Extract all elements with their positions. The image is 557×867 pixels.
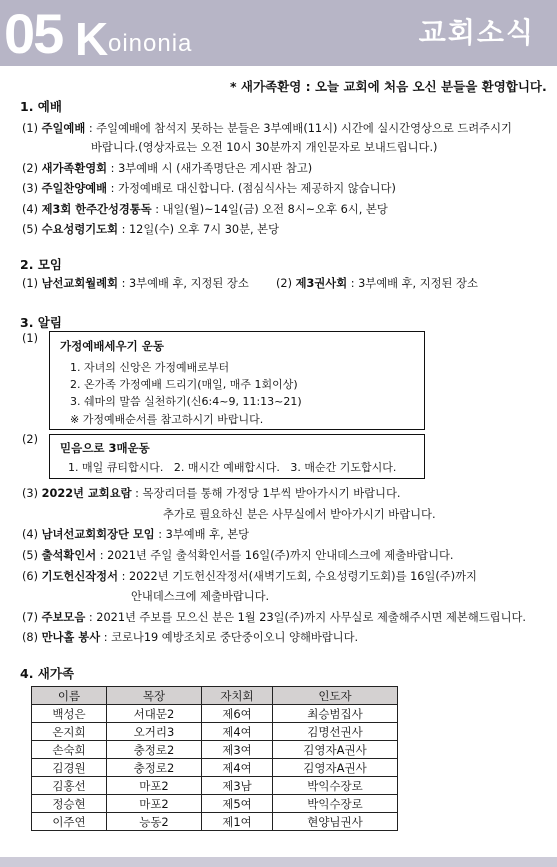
box-title: 믿음으로 3매운동 bbox=[60, 441, 150, 455]
page-number: 05 bbox=[4, 2, 63, 65]
notices-heading: 3. 알림 bbox=[20, 315, 62, 330]
box-line: 1. 자녀의 신앙은 가정예배로부터 bbox=[70, 361, 230, 374]
koinonia-logo-text: oinonia bbox=[108, 30, 193, 57]
item-label: 제3회 한주간성경통독 bbox=[41, 203, 152, 216]
item-label: 제3권사회 bbox=[295, 277, 348, 290]
item-number: (6) bbox=[22, 570, 39, 583]
notice-number: (2) bbox=[22, 433, 39, 446]
cell-association: 제3여 bbox=[202, 741, 273, 759]
section-title: 교회소식 bbox=[418, 16, 535, 49]
cell-group: 마포2 bbox=[107, 795, 202, 813]
item-number: (7) bbox=[22, 611, 39, 624]
cell-guide: 최승범집사 bbox=[273, 705, 398, 723]
notice-item-continued bbox=[163, 507, 436, 523]
item-number: (3) bbox=[22, 182, 39, 195]
box-title: 가정예배세우기 운동 bbox=[60, 339, 164, 353]
table-header-row bbox=[32, 687, 398, 705]
footer-bar bbox=[0, 857, 557, 867]
item-number: (5) bbox=[22, 549, 39, 562]
cell-name: 온지희 bbox=[32, 723, 107, 741]
cell-association: 제3남 bbox=[202, 777, 273, 795]
item-number: (1) bbox=[22, 122, 39, 135]
meeting-item bbox=[22, 276, 249, 292]
worship-item-continued bbox=[91, 140, 437, 156]
item-number: (1) bbox=[22, 277, 39, 290]
header-guide: 인도자 bbox=[273, 687, 398, 705]
table-row bbox=[32, 759, 398, 777]
welcome-notice: * 새가족환영 : 오늘 교회에 처음 오신 분들을 환영합니다. bbox=[230, 79, 547, 94]
notice-item bbox=[22, 548, 453, 564]
notice-item bbox=[22, 630, 358, 646]
cell-name: 이주연 bbox=[32, 813, 107, 831]
cell-name: 정승현 bbox=[32, 795, 107, 813]
item-number: (2) bbox=[22, 162, 39, 175]
item-label: 주일예배 bbox=[41, 122, 86, 135]
item-text: : 가정예배로 대신합니다. (점심식사는 제공하지 않습니다) bbox=[107, 182, 396, 195]
header-association: 자치회 bbox=[202, 687, 273, 705]
family-worship-box bbox=[49, 331, 425, 430]
cell-name: 백성은 bbox=[32, 705, 107, 723]
cell-guide: 박익수장로 bbox=[273, 795, 398, 813]
new-family-table bbox=[31, 686, 398, 831]
item-label: 주일찬양예배 bbox=[41, 182, 108, 195]
cell-name: 손숙희 bbox=[32, 741, 107, 759]
cell-group: 충정로2 bbox=[107, 759, 202, 777]
item-label: 만나홀 봉사 bbox=[41, 631, 101, 644]
cell-group: 서대문2 bbox=[107, 705, 202, 723]
cell-guide: 현양님권사 bbox=[273, 813, 398, 831]
item-text: 바랍니다.(영상자료는 오전 10시 30분까지 개인문자로 보내드립니다.) bbox=[91, 141, 438, 154]
cell-association: 제5여 bbox=[202, 795, 273, 813]
new-family-heading: 4. 새가족 bbox=[20, 666, 75, 681]
item-label: 주보모음 bbox=[41, 611, 86, 624]
cell-name: 김홍선 bbox=[32, 777, 107, 795]
cell-group: 충정로2 bbox=[107, 741, 202, 759]
item-label: 남녀선교회회장단 모임 bbox=[41, 528, 155, 541]
worship-item bbox=[22, 121, 512, 137]
item-text: 추가로 필요하신 분은 사무실에서 받아가시기 바랍니다. bbox=[163, 508, 436, 521]
worship-item bbox=[22, 202, 388, 218]
three-habits-box bbox=[49, 434, 425, 479]
box-line: 2. 온가족 가정예배 드리기(매일, 매주 1회이상) bbox=[70, 378, 298, 391]
item-number: (8) bbox=[22, 631, 39, 644]
item-label: 2022년 교회요람 bbox=[41, 487, 132, 500]
item-text: 안내데스크에 제출바랍니다. bbox=[131, 590, 270, 603]
meeting-item bbox=[276, 276, 478, 292]
notice-item bbox=[22, 610, 526, 626]
item-label: 기도헌신작정서 bbox=[41, 570, 118, 583]
table-row bbox=[32, 795, 398, 813]
notice-item bbox=[22, 569, 477, 585]
item-text: : 3부예배 후, 본당 bbox=[154, 528, 250, 541]
cell-association: 제1여 bbox=[202, 813, 273, 831]
cell-group: 오거리3 bbox=[107, 723, 202, 741]
cell-group: 마포2 bbox=[107, 777, 202, 795]
item-text: : 12일(수) 오후 7시 30분, 본당 bbox=[118, 223, 279, 236]
item-number: (3) bbox=[22, 487, 39, 500]
table-row bbox=[32, 777, 398, 795]
cell-association: 제4여 bbox=[202, 759, 273, 777]
item-number: (5) bbox=[22, 223, 39, 236]
item-label: 출석확인서 bbox=[41, 549, 97, 562]
cell-association: 제6여 bbox=[202, 705, 273, 723]
notice-item bbox=[22, 527, 249, 543]
worship-item bbox=[22, 161, 312, 177]
item-text: : 3부예배 시 (새가족명단은 게시판 참고) bbox=[107, 162, 313, 175]
box-line: 1. 매일 큐티합시다. 2. 매시간 예배합시다. 3. 매순간 기도합시다. bbox=[68, 461, 397, 474]
cell-guide: 김영자A권사 bbox=[273, 741, 398, 759]
worship-item bbox=[22, 222, 279, 238]
box-line: ※ 가정예배순서를 참고하시기 바랍니다. bbox=[70, 413, 264, 426]
item-label: 새가족환영회 bbox=[41, 162, 108, 175]
notice-number: (1) bbox=[22, 332, 39, 345]
item-label: 남선교회월례회 bbox=[41, 277, 118, 290]
item-label: 수요성령기도회 bbox=[41, 223, 118, 236]
notice-item bbox=[22, 486, 400, 502]
item-number: (4) bbox=[22, 528, 39, 541]
cell-association: 제4여 bbox=[202, 723, 273, 741]
cell-name: 김경원 bbox=[32, 759, 107, 777]
item-text: : 2021년 주보를 모으신 분은 1월 23일(주)까지 사무실로 제출해주시면 제본해드립니다. bbox=[85, 611, 526, 624]
item-text: : 3부예배 후, 지정된 장소 bbox=[347, 277, 478, 290]
table-row bbox=[32, 741, 398, 759]
notice-item-continued bbox=[131, 589, 269, 605]
worship-item bbox=[22, 181, 396, 197]
koinonia-logo-initial: K bbox=[75, 13, 109, 65]
item-text: : 코로나19 예방조치로 중단중이오니 양해바랍니다. bbox=[100, 631, 359, 644]
page-header bbox=[0, 0, 557, 66]
table-row bbox=[32, 813, 398, 831]
cell-group: 능동2 bbox=[107, 813, 202, 831]
item-text: : 2021년 주일 출석확인서를 16일(주)까지 안내데스크에 제출바랍니다. bbox=[96, 549, 454, 562]
item-number: (2) bbox=[276, 277, 293, 290]
item-text: : 주일예배에 참석지 못하는 분들은 3부예배(11시) 시간에 실시간영상으로 드려주시기 bbox=[85, 122, 512, 135]
header-group: 목장 bbox=[107, 687, 202, 705]
item-text: : 목장리더를 통해 가정당 1부씩 받아가시기 바랍니다. bbox=[131, 487, 401, 500]
header-name: 이름 bbox=[32, 687, 107, 705]
worship-heading: 1. 예배 bbox=[20, 99, 62, 114]
cell-guide: 김명선권사 bbox=[273, 723, 398, 741]
item-text: : 내일(월)~14일(금) 오전 8시~오후 6시, 본당 bbox=[151, 203, 388, 216]
meetings-heading: 2. 모임 bbox=[20, 257, 62, 272]
item-text: : 2022년 기도헌신작정서(새벽기도회, 수요성령기도회)를 16일(주)까지 bbox=[118, 570, 477, 583]
item-number: (4) bbox=[22, 203, 39, 216]
item-text: : 3부예배 후, 지정된 장소 bbox=[118, 277, 249, 290]
table-row bbox=[32, 723, 398, 741]
cell-guide: 박익수장로 bbox=[273, 777, 398, 795]
table-row bbox=[32, 705, 398, 723]
box-line: 3. 쉐마의 말씀 실천하기(신6:4~9, 11:13~21) bbox=[70, 395, 302, 408]
cell-guide: 김영자A권사 bbox=[273, 759, 398, 777]
